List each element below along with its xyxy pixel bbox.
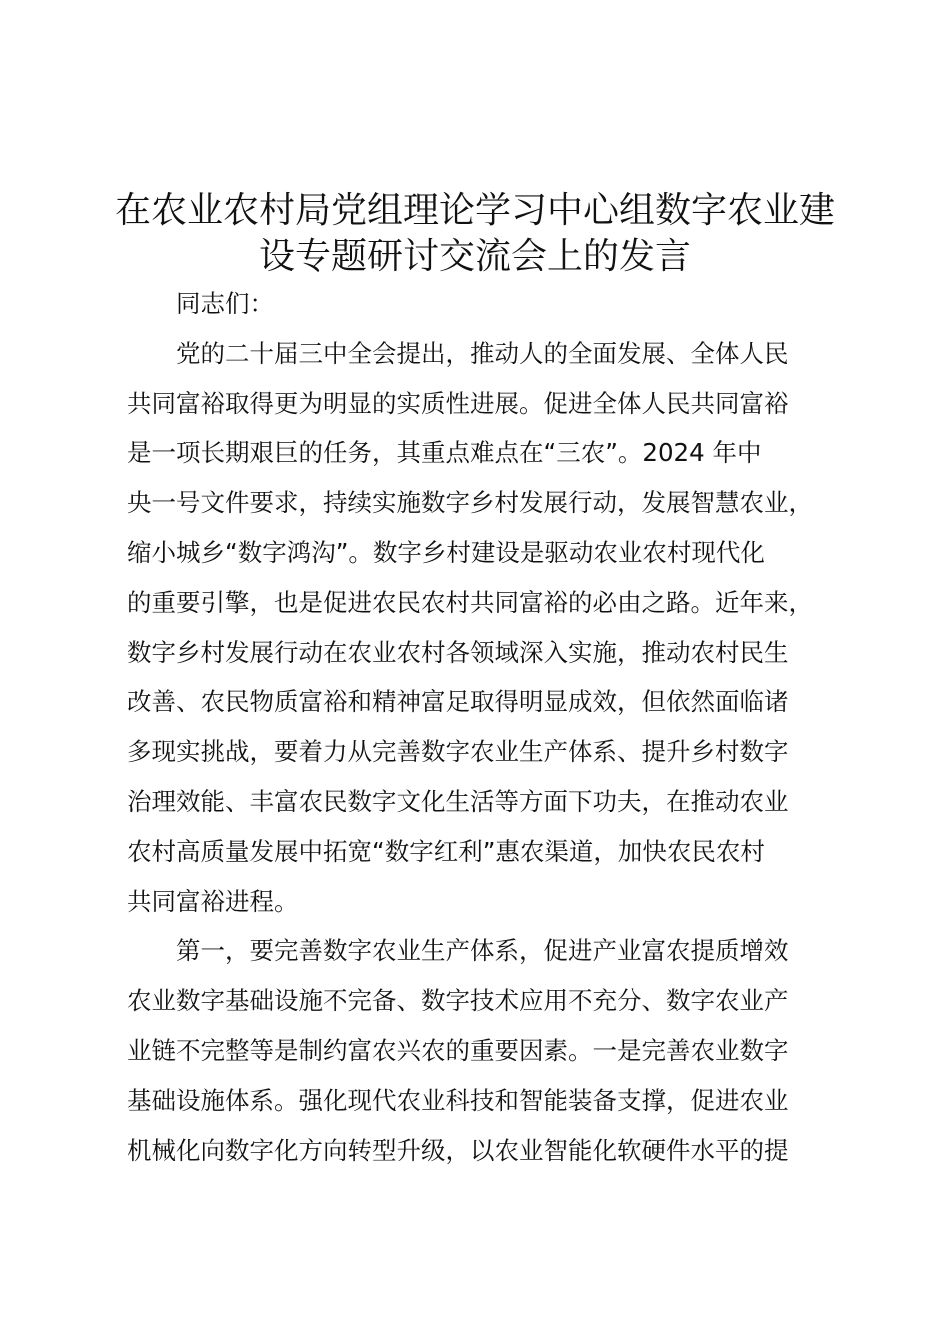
paragraph-line: 央一号文件要求，持续实施数字乡村发展行动，发展智慧农业， [127, 488, 813, 517]
paragraph-line: 数字乡村发展行动在农业农村各领域深入实施，推动农村民生 [127, 638, 789, 667]
paragraph-line: 业链不完整等是制约富农兴农的重要因素。一是完善农业数字 [127, 1036, 789, 1065]
paragraph-line: 基础设施体系。强化现代农业科技和智能装备支撑，促进农业 [127, 1086, 789, 1115]
paragraph-line: 共同富裕进程。 [127, 887, 299, 916]
salutation: 同志们： [176, 289, 274, 318]
paragraph-line: 缩小城乡“数字鸿沟”。数字乡村建设是驱动农业农村现代化 [127, 538, 765, 567]
paragraph-line: 农业数字基础设施不完备、数字技术应用不充分、数字农业产 [127, 986, 789, 1015]
section-heading-line: 第一，要完善数字农业生产体系，促进产业富农提质增效 [176, 936, 789, 965]
paragraph-line: 机械化向数字化方向转型升级，以农业智能化软硬件水平的提 [127, 1136, 789, 1165]
paragraph-line: 是一项长期艰巨的任务，其重点难点在“三农”。2024 年中 [127, 438, 762, 467]
paragraph-line: 农村高质量发展中拓宽“数字红利”惠农渠道，加快农民农村 [127, 837, 765, 866]
paragraph-line: 共同富裕取得更为明显的实质性进展。促进全体人民共同富裕 [127, 389, 789, 418]
paragraph-line: 改善、农民物质富裕和精神富足取得明显成效，但依然面临诸 [127, 687, 789, 716]
document-title-line-1: 在农业农村局党组理论学习中心组数字农业建 [114, 190, 835, 231]
paragraph-line: 党的二十届三中全会提出，推动人的全面发展、全体人民 [176, 339, 789, 368]
paragraph-line: 的重要引擎，也是促进农民农村共同富裕的必由之路。近年来， [127, 588, 813, 617]
document-title-line-2: 设专题研讨交流会上的发言 [258, 236, 691, 277]
paragraph-line: 治理效能、丰富农民数字文化生活等方面下功夫，在推动农业 [127, 787, 789, 816]
paragraph-line: 多现实挑战，要着力从完善数字农业生产体系、提升乡村数字 [127, 737, 789, 766]
